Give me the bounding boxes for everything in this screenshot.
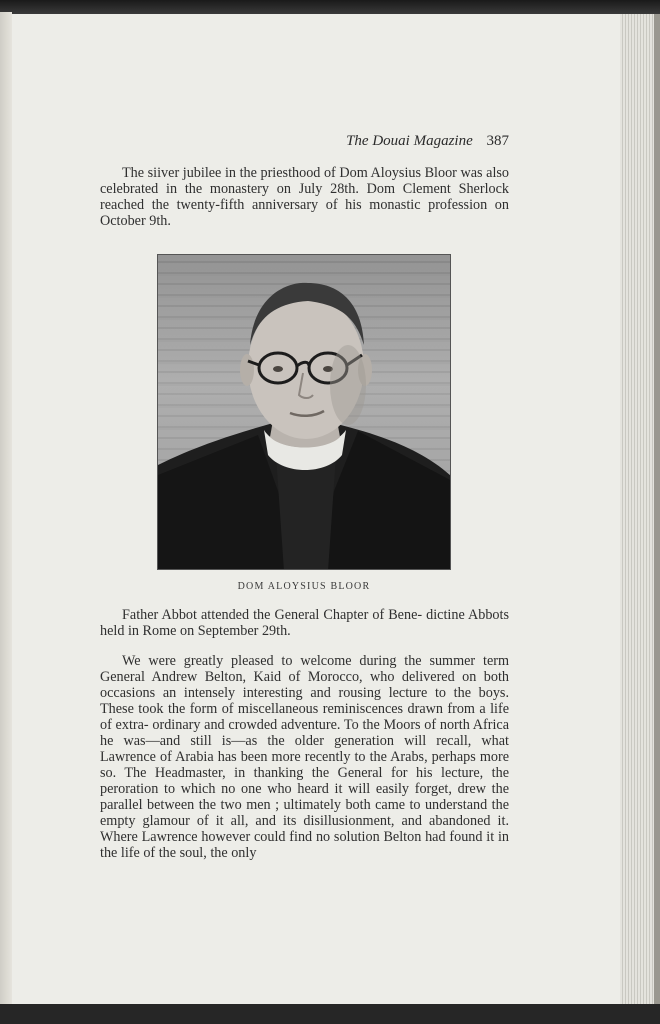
book-page-edges — [620, 14, 660, 1004]
book-top-edge — [0, 0, 660, 14]
book-bottom-edge — [0, 1004, 660, 1024]
paragraph-general-chapter: Father Abbot attended the General Chapter of Bene- dictine Abbots held in Rome on September 29th. — [100, 607, 509, 639]
paragraph-jubilee: The siiver jubilee in the priesthood of Dom Aloysius Bloor was also celebrated in the monastery on July 28th. Dom Clement Sherlock reached the twenty-fifth anniversary of his monastic profession on October 9th. — [100, 165, 509, 229]
portrait-photo — [157, 254, 451, 570]
page-number: 387 — [486, 133, 509, 149]
portrait-illustration — [158, 255, 451, 570]
book-gutter — [0, 12, 12, 1006]
magazine-title: The Douai Magazine — [346, 133, 473, 149]
photo-caption: DOM ALOYSIUS BLOOR — [237, 581, 371, 592]
running-head — [346, 133, 509, 150]
paragraph-general-belton: We were greatly pleased to welcome during the summer term General Andrew Belton, Kaid of Morocco, who delivered on both occasions an intensely interesting and rousing lecture to the boys. These took the form of miscellaneous reminiscences drawn from a life of extra- ordinary and crowded adventure. To the Moors of north Africa he was—and still is—as the older generation will recall, what Lawrence of Arabia has been more recently to the Arabs, perhaps more so. The Headmaster, in thanking the General for his lecture, the peroration to which no one who heard it will easily forget, drew the parallel between the two men ; ultimately both came to understand the empty glamour of it all, and its disillusionment, and abandoned it. Where Lawrence however could find no solution Belton had found it in the life of the soul, the only — [100, 653, 509, 861]
